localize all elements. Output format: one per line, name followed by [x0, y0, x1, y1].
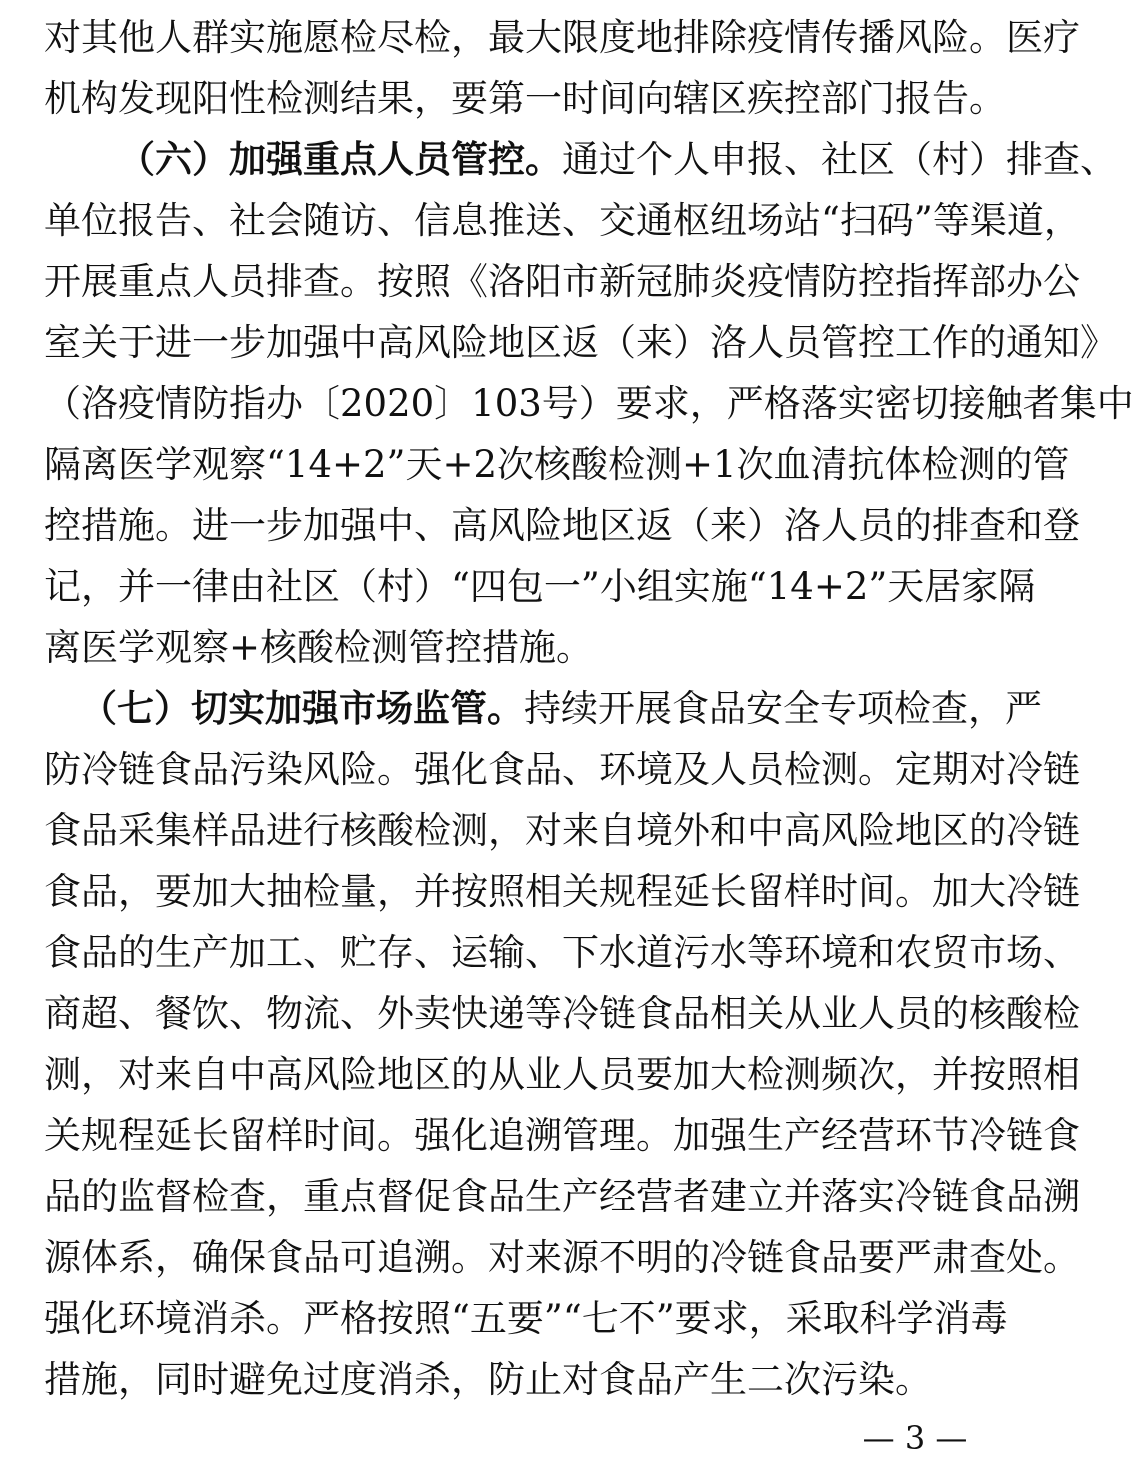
text-line-15: 商超、餐饮、物流、外卖快递等冷链食品相关从业人员的核酸检: [44, 992, 1080, 1035]
section-7-heading: （七）切实加强市场监管。: [80, 687, 524, 730]
text-line-2: 机构发现阳性检测结果，要第一时间向辖区疾控部门报告。: [44, 77, 1006, 120]
text-line-16: 测，对来自中高风险地区的从业人员要加大检测频次，并按照相: [44, 1053, 1080, 1096]
page-number: — 3 —: [862, 1419, 968, 1457]
text-line-19: 源体系，确保食品可追溯。对来源不明的冷链食品要严肃查处。: [44, 1236, 1080, 1279]
text-line-5: 室关于进一步加强中高风险地区返（来）洛人员管控工作的通知》: [44, 321, 1117, 364]
text-line-13: 食品，要加大抽检量，并按照相关规程延长留样时间。加大冷链: [44, 870, 1080, 913]
text-line-9: 记，并一律由社区（村）“四包一”小组实施“14+2”天居家隔: [44, 565, 1036, 608]
text-line-20: 强化环境消杀。严格按照“五要”“七不”要求，采取科学消毒: [44, 1297, 1008, 1340]
text-line-18: 品的监督检查，重点督促食品生产经营者建立并落实冷链食品溯: [44, 1175, 1080, 1218]
text-line-10: 离医学观察+核酸检测管控措施。: [44, 626, 594, 669]
text-line-1: 对其他人群实施愿检尽检，最大限度地排除疫情传播风险。医疗: [44, 16, 1080, 59]
section-6-text: 通过个人申报、社区（村）排查、: [562, 138, 1117, 181]
text-line-4: 开展重点人员排查。按照《洛阳市新冠肺炎疫情防控指挥部办公: [44, 260, 1080, 303]
text-line-8: 控措施。进一步加强中、高风险地区返（来）洛人员的排查和登: [44, 504, 1080, 547]
section-6-first-line: [118, 132, 1117, 188]
text-line-11: 防冷链食品污染风险。强化食品、环境及人员检测。定期对冷链: [44, 748, 1080, 791]
section-6-heading: （六）加强重点人员管控。: [118, 138, 562, 181]
text-line-12: 食品采集样品进行核酸检测，对来自境外和中高风险地区的冷链: [44, 809, 1080, 852]
text-line-7: 隔离医学观察“14+2”天+2次核酸检测+1次血清抗体检测的管: [44, 443, 1070, 486]
text-line-3: 单位报告、社会随访、信息推送、交通枢纽场站“扫码”等渠道，: [44, 199, 1081, 242]
text-line-17: 关规程延长留样时间。强化追溯管理。加强生产经营环节冷链食: [44, 1114, 1080, 1157]
section-7-first-line: [80, 681, 1042, 737]
text-line-6: （洛疫情防指办〔2020〕103号）要求，严格落实密切接触者集中: [44, 382, 1134, 425]
section-7-text: 持续开展食品安全专项检查，严: [524, 687, 1042, 730]
text-line-14: 食品的生产加工、贮存、运输、下水道污水等环境和农贸市场、: [44, 931, 1080, 974]
text-line-21: 措施，同时避免过度消杀，防止对食品产生二次污染。: [44, 1358, 932, 1401]
